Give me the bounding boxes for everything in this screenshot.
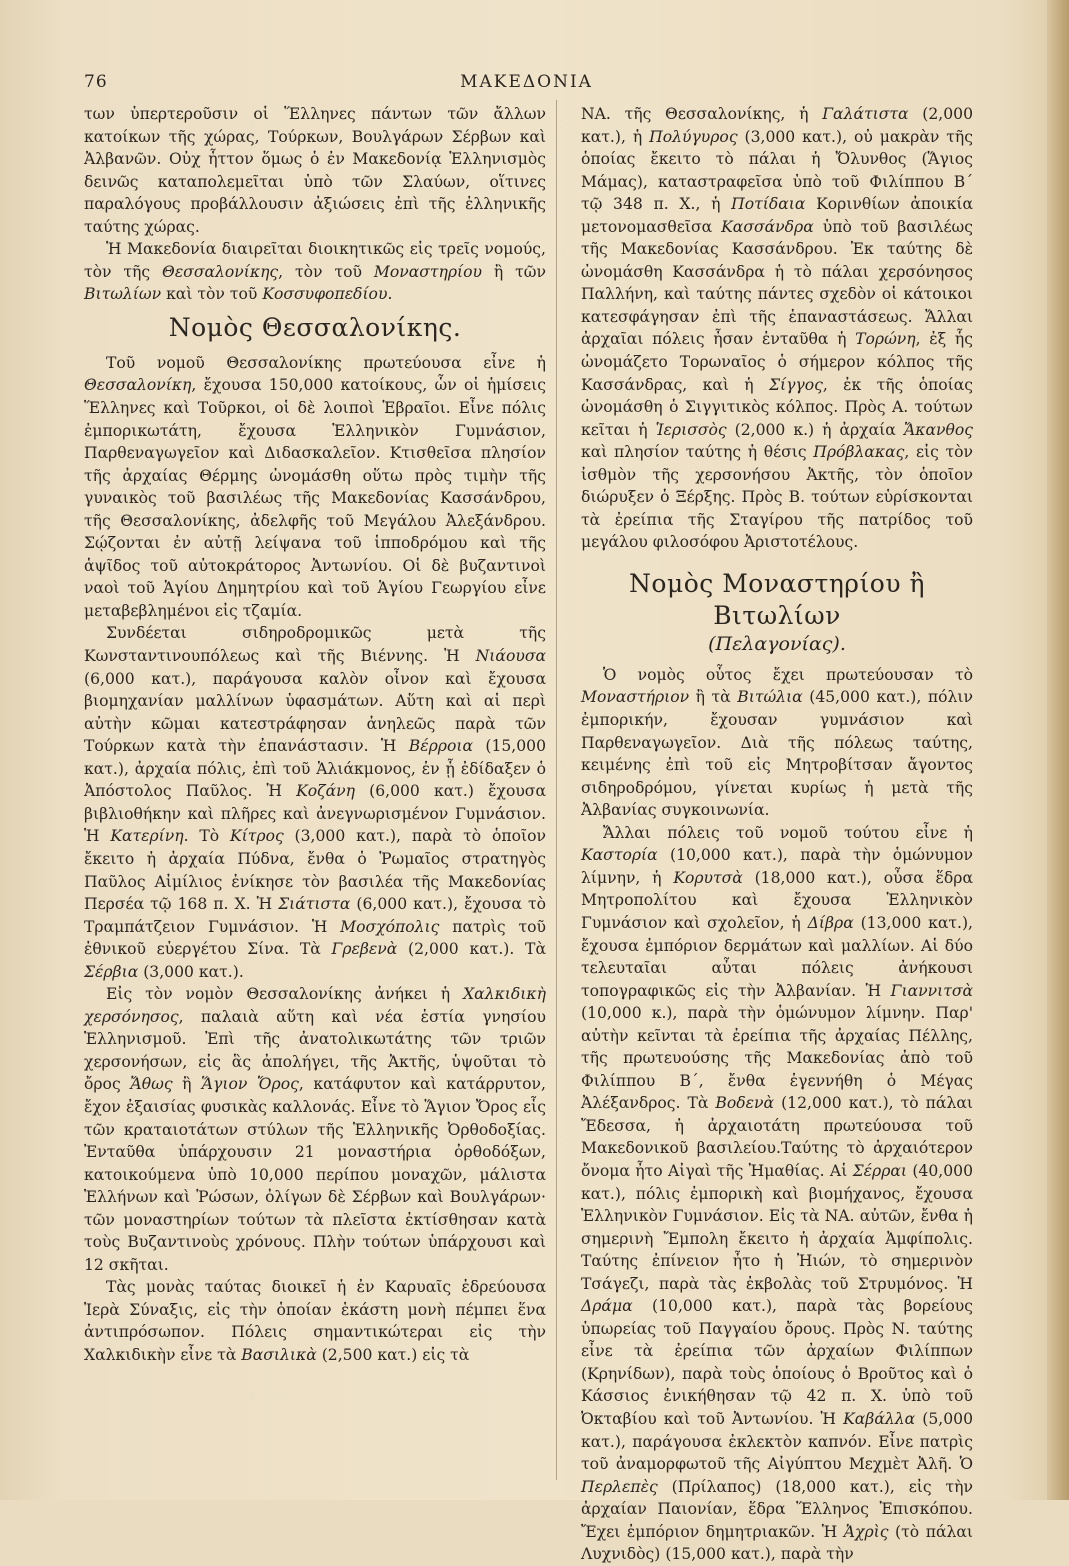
left-column xyxy=(84,103,546,1367)
paragraph: Συνδέεται σιδηροδρομικῶς μετὰ τῆς Κωνσταντινουπόλεως καὶ τῆς Βιέννης. Ἡ Νιάουσα (6,000 κατ.), παράγουσα καλὸν οἶνον καὶ ἔχουσα βιομηχανίαν μαλλίνων ὑφασμάτων. Αὕτη καὶ αἱ περὶ αὐτὴν κῶμαι κατεστράφησαν ἀνηλεῶς παρὰ τῶν Τούρκων κατὰ τὴν ἐπανάστασιν. Ἡ Βέρροια (15,000 κατ.), ἀρχαία πόλις, ἐπὶ τοῦ Ἁλιάκμονος, ἐν ᾗ ἐδίδαξεν ὁ Ἀπόστολος Παῦλος. Ἡ Κοζάνη (6,000 κατ.) ἔχουσα βιβλιοθήκην καὶ πλῆρες καὶ ἀνεγνωρισμένον Γυμνάσιον. Ἡ Κατερίνη. Τὸ Κίτρος (3,000 κατ.), παρὰ τὸ ὁποῖον ἔκειτο ἡ ἀρχαία Πύδνα, ἔνθα ὁ Ῥωμαῖος στρατηγὸς Παῦλος Αἰμίλιος ἐνίκησε τὸν βασιλέα τῆς Μακεδονίας Περσέα τῷ 168 π. Χ. Ἡ Σιάτιστα (6,000 κατ.), ἔχουσα τὸ Τραμπάτζειον Γυμνάσιον. Ἡ Μοσχόπολις πατρὶς τοῦ ἐθνικοῦ εὐεργέτου Σίνα. Τὰ Γρεβενὰ (2,000 κατ.). Τὰ Σέρβια (3,000 κατ.). xyxy=(84,624,547,981)
paragraph: ΝΑ. τῆς Θεσσαλονίκης, ἡ Γαλάτιστα (2,000 κατ.), ἡ Πολύγυρος (3,000 κατ.), οὐ μακρὰν τῆς ὁποίας ἔκειτο τὸ πάλαι ἡ Ὄλυνθος (Ἅγιος Μάμας), καταστραφεῖσα ὑπὸ τοῦ Φιλίππου Β΄ τῷ 348 π. Χ., ἡ Ποτίδαια Κορινθίων ἀποικία μετονομασθεῖσα Κασσάνδρα ὑπὸ τοῦ βασιλέως τῆς Μακεδονίας Κασσάνδρου. Ἐκ ταύτης δὲ ὠνομάσθη Κασσάνδρα ἡ τὸ πάλαι χερσόνησος Παλλήνη, καὶ ταύτης πάντες σχεδὸν οἱ κάτοικοι κατεσφάγησαν ἐπὶ τῆς ἐπαναστάσεως. Ἄλλαι ἀρχαῖαι πόλεις ἦσαν ἐνταῦθα ἡ Τορώνη, ἐξ ἧς ὠνομάζετο Τορωναῖος ὁ σήμερον κόλπος τῆς Κασσάνδρας, καὶ ἡ Σίγγος, ἐκ τῆς ὁποίας ὠνομάσθη ὁ Σιγγιτικὸς κόλπος. Πρὸς Α. τούτων κεῖται ἡ Ἱερισσὸς (2,000 κ.) ἡ ἀρχαία Ἄκανθος καὶ πλησίον ταύτης ἡ θέσις Πρόβλακας, εἰς τὸν ἰσθμὸν τῆς χερσονήσου Ἀκτῆς, τὸν ὁποῖον διώρυξεν ὁ Ξέρξης. Πρὸς Β. τούτων εὑρίσκονται τὰ ἐρείπια τῆς Σταγίρου τῆς πατρίδος τοῦ μεγάλου φιλοσόφου Ἀριστοτέλους. xyxy=(581,105,974,552)
section-heading-monastiri: Νομὸς Μοναστηρίου ἢ Βιτωλίων xyxy=(629,568,925,630)
paragraph: Εἰς τὸν νομὸν Θεσσαλονίκης ἀνήκει ἡ Χαλκιδικὴ χερσόνησος, παλαιὰ αὕτη καὶ νέα ἑστία γνησίου Ἑλληνισμοῦ. Ἐπὶ τῆς ἀνατολικωτάτης τῶν τριῶν χερσονήσων, εἰς ἃς ἀπολήγει, τῆς Ἀκτῆς, ὑψοῦται τὸ ὄρος Ἄθως ἢ Ἅγιον Ὄρος, κατάφυτον καὶ κατάρρυτον, ἔχον ἐξαισίας φυσικὰς καλλονάς. Εἶνε τὸ Ἅγιον Ὄρος εἷς τῶν κραταιοτάτων στύλων τῆς Ἑλληνικῆς Ὀρθοδοξίας. Ἐνταῦθα ὑπάρχουσιν 21 μοναστήρια ὀρθοδόξων, κατοικούμενα ὑπὸ 10,000 περίπου μοναχῶν, μάλιστα Ἑλλήνων καὶ Ῥώσων, ὀλίγων δὲ Σέρβων καὶ Βουλγάρων· τῶν μοναστηρίων τούτων τὰ πλεῖστα ἐκτίσθησαν κατὰ τοὺς Βυζαντινοὺς χρόνους. Πλὴν τούτων ὑπάρχουσι καὶ 12 σκῆται. xyxy=(84,985,546,1274)
page-number: 76 xyxy=(84,72,108,92)
section-subheading-pelagonia: (Πελαγονίας). xyxy=(708,632,846,655)
paragraph: Τοῦ νομοῦ Θεσσαλονίκης πρωτεύουσα εἶνε ἡ Θεσσαλονίκη, ἔχουσα 150,000 κατοίκους, ὧν οἱ ἡμίσεις Ἕλληνες καὶ Τοῦρκοι, οἱ δὲ λοιποὶ Ἑβραῖοι. Εἶνε πόλις ἐμπορικωτάτη, ἔχουσα Ἑλληνικὸν Γυμνάσιον, Παρθεναγωγεῖον καὶ Διδασκαλεῖον. Κτισθεῖσα πλησίον τῆς ἀρχαίας Θέρμης ὠνομάσθη οὕτω πρὸς τιμὴν τῆς γυναικὸς τοῦ βασιλέως τῆς Μακεδονίας Κασσάνδρου, τῆς Θεσσαλονίκης, ἀδελφῆς τοῦ Μεγάλου Ἀλεξάνδρου. Σῴζονται ἐν αὐτῇ λείψανα τοῦ ἱπποδρόμου καὶ τῆς ἁψῖδος τοῦ αὐτοκράτορος Ἀντωνίου. Οἱ δὲ βυζαντινοὶ ναοὶ τοῦ Ἁγίου Δημητρίου καὶ τοῦ Ἁγίου Γεωργίου εἶνε μεταβεβλημένοι εἰς τζαμία. xyxy=(84,353,546,620)
running-title: ΜΑΚΕΔΟΝΙΑ xyxy=(460,72,593,92)
page-edge xyxy=(1047,0,1069,1500)
paragraph: Ἄλλαι πόλεις τοῦ νομοῦ τούτου εἶνε ἡ Καστορία (10,000 κατ.), παρὰ τὴν ὁμώνυμον λίμνην, ἡ Κορυτσὰ (18,000 κατ.), οὖσα ἕδρα Μητροπολίτου καὶ ἔχουσα Ἑλληνικὸν Γυμνάσιον καὶ σχολεῖον, ἡ Δίβρα (13,000 κατ.), ἔχουσα ἐμπόριον δερμάτων καὶ μαλλίων. Αἱ δύο τελευταῖαι αὗται πόλεις ἀνήκουσι τοπογραφικῶς εἰς τὴν Ἀλβανίαν. Ἡ Γιαννιτσὰ (10,000 κ.), παρὰ τὴν ὁμώνυμον λίμνην. Παρ' αὐτὴν κεῖνται τὰ ἐρείπια τῆς ἀρχαίας Πέλλης, τῆς πρωτευούσης τῆς Μακεδονίας ἀπὸ τοῦ Φιλίππου Β΄, ἔνθα ἐγεννήθη ὁ Μέγας Ἀλέξανδρος. Τὰ Βοδενὰ (12,000 κατ.), τὸ πάλαι Ἔδεσσα, ἡ ἀρχαιοτάτη πρωτεύουσα τοῦ Μακεδονικοῦ βασιλείου.Ταύτης τὸ ἀρχαιότερον ὄνομα ἦτο Αἰγαὶ τῆς Ἠμαθίας. Αἱ Σέρραι (40,000 κατ.), πόλις ἐμπορικὴ καὶ βιομήχανος, ἔχουσα Ἑλληνικὸν Γυμνάσιον. Εἰς τὰ ΝΑ. αὐτῶν, ἔνθα ἡ σημερινὴ Ἔμπολη ἔκειτο ἡ ἀρχαία Ἀμφίπολις. Ταύτης ἐπίνειον ἦτο ἡ Ἠιών, τὸ σημερινὸν Τσάγεζι, παρὰ τὰς ἐκβολὰς τοῦ Στρυμόνος. Ἡ Δράμα (10,000 κατ.), παρὰ τὰς βορείους ὑπωρείας τοῦ Παγγαίου ὄρους. Πρὸς Ν. ταύτης εἶνε τὰ ἐρείπια τῶν ἀρχαίων Φιλίππων (Κρηνίδων), παρὰ τοὺς ὁποίους ὁ Βροῦτος καὶ ὁ Κάσσιος ἐνικήθησαν τῷ 42 π. Χ. ὑπὸ τοῦ Ὀκταβίου καὶ τοῦ Ἀντωνίου. Ἡ Καβάλλα (5,000 κατ.), παράγουσα ἐκλεκτὸν καπνόν. Εἶνε πατρὶς τοῦ ἀναμορφωτοῦ τῆς Αἰγύπτου Μεχμὲτ Ἀλῆ. Ὁ Περλεπὲς (Πρίλαπος) (18,000 κατ.), εἰς τὴν ἀρχαίαν Παιονίαν, ἕδρα Ἕλληνος Ἐπισκόπου. Ἔχει ἐμπόριον δημητριακῶν. Ἡ Ἀχρὶς (τὸ πάλαι Λυχνιδὸς) (15,000 κατ.), παρὰ τὴν xyxy=(581,823,974,1564)
page-header xyxy=(84,72,969,96)
paragraph: Ὁ νομὸς οὗτος ἔχει πρωτεύουσαν τὸ Μοναστήριον ἢ τὰ Βιτώλια (45,000 κατ.), πόλιν ἐμπορικήν, ἔχουσαν γυμνάσιον καὶ Παρθεναγωγεῖον. Διὰ τῆς πόλεως ταύτης, κειμένης ἐπὶ τοῦ εἰς Μητροβίτσαν ἄγοντος σιδηροδρόμου, γίνεται κυρίως ἡ μετὰ τῆς Ἀλβανίας συγκοινωνία. xyxy=(581,665,973,820)
paragraph: Ἡ Μακεδονία διαιρεῖται διοικητικῶς εἰς τρεῖς νομούς, τὸν τῆς Θεσσαλονίκης, τὸν τοῦ Μοναστηρίου ἢ τῶν Βιτωλίων καὶ τὸν τοῦ Κοσσυφοπεδίου. xyxy=(84,240,546,304)
column-divider xyxy=(556,100,557,1480)
paragraph: Τὰς μονὰς ταύτας διοικεῖ ἡ ἐν Καρυαῖς ἑδρεύουσα Ἱερὰ Σύναξις, εἰς τὴν ὁποίαν ἑκάστη μονὴ πέμπει ἕνα ἀντιπρόσωπον. Πόλεις σημαντικώτεραι εἰς τὴν Χαλκιδικὴν εἶνε τὰ Βασιλικὰ (2,500 κατ.) εἰς τὰ xyxy=(84,1278,546,1364)
paragraph: των ὑπερτεροῦσιν οἱ Ἕλληνες πάντων τῶν ἄλλων κατοίκων τῆς χώρας, Τούρκων, Βουλγάρων Σέρβων καὶ Ἀλβανῶν. Οὐχ ἧττον ὅμως ὁ ἐν Μακεδονίᾳ Ἑλληνισμὸς δεινῶς καταπολεμεῖται ὑπὸ τῶν Σλαύων, οἵτινες παραλόγους προβάλλουσιν ἀξιώσεις ἐπὶ τῆς ἑλληνικῆς ταύτης χώρας. xyxy=(84,105,546,236)
section-heading-thessaloniki: Νομὸς Θεσσαλονίκης. xyxy=(168,312,462,342)
right-column xyxy=(581,103,973,1566)
